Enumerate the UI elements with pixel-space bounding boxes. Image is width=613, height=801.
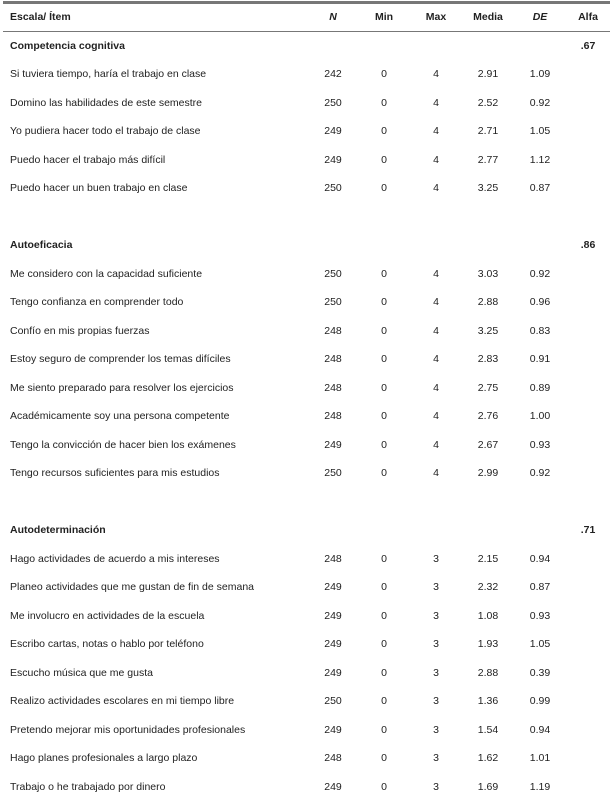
cell-item: Hago planes profesionales a largo plazo <box>3 744 308 773</box>
header-item: Escala/ Ítem <box>3 4 308 31</box>
table-row <box>3 174 610 203</box>
empty-cell <box>566 545 610 574</box>
empty-cell <box>514 516 566 545</box>
cell-n: 248 <box>308 345 358 374</box>
cell-min: 0 <box>358 146 410 175</box>
table-row <box>3 545 610 574</box>
cell-min: 0 <box>358 317 410 346</box>
empty-cell <box>566 146 610 175</box>
cell-n: 248 <box>308 317 358 346</box>
empty-cell <box>410 516 462 545</box>
cell-max: 3 <box>410 602 462 631</box>
empty-cell <box>308 231 358 260</box>
cell-item: Escucho música que me gusta <box>3 659 308 688</box>
cell-media: 1.54 <box>462 716 514 745</box>
section-alfa: .86 <box>566 231 610 260</box>
cell-n: 249 <box>308 630 358 659</box>
table-row <box>3 630 610 659</box>
cell-n: 249 <box>308 716 358 745</box>
cell-min: 0 <box>358 716 410 745</box>
cell-min: 0 <box>358 174 410 203</box>
cell-item: Yo pudiera hacer todo el trabajo de clase <box>3 117 308 146</box>
cell-max: 3 <box>410 659 462 688</box>
cell-media: 1.69 <box>462 773 514 801</box>
empty-cell <box>566 716 610 745</box>
cell-media: 2.67 <box>462 431 514 460</box>
cell-max: 3 <box>410 716 462 745</box>
table-row <box>3 60 610 89</box>
cell-min: 0 <box>358 89 410 118</box>
header-row <box>3 4 610 31</box>
spacer-row <box>3 488 610 517</box>
spacer <box>3 203 610 232</box>
cell-max: 3 <box>410 687 462 716</box>
section-alfa: .71 <box>566 516 610 545</box>
section-header-row <box>3 31 610 60</box>
cell-n: 250 <box>308 288 358 317</box>
cell-n: 250 <box>308 459 358 488</box>
cell-n: 249 <box>308 602 358 631</box>
cell-media: 3.25 <box>462 174 514 203</box>
cell-item: Puedo hacer el trabajo más difícil <box>3 146 308 175</box>
empty-cell <box>358 516 410 545</box>
cell-de: 1.19 <box>514 773 566 801</box>
section-alfa: .67 <box>566 31 610 60</box>
header-media: Media <box>462 4 514 31</box>
table-row <box>3 260 610 289</box>
table-row <box>3 288 610 317</box>
cell-item: Tengo la convicción de hacer bien los exámenes <box>3 431 308 460</box>
cell-min: 0 <box>358 431 410 460</box>
cell-media: 3.03 <box>462 260 514 289</box>
empty-cell <box>566 459 610 488</box>
cell-min: 0 <box>358 773 410 801</box>
cell-item: Si tuviera tiempo, haría el trabajo en clase <box>3 60 308 89</box>
cell-item: Puedo hacer un buen trabajo en clase <box>3 174 308 203</box>
table-row <box>3 773 610 801</box>
cell-min: 0 <box>358 573 410 602</box>
cell-n: 249 <box>308 659 358 688</box>
cell-de: 0.96 <box>514 288 566 317</box>
cell-max: 4 <box>410 89 462 118</box>
cell-media: 2.83 <box>462 345 514 374</box>
cell-n: 248 <box>308 402 358 431</box>
cell-item: Estoy seguro de comprender los temas difíciles <box>3 345 308 374</box>
cell-item: Hago actividades de acuerdo a mis intereses <box>3 545 308 574</box>
cell-item: Pretendo mejorar mis oportunidades profesionales <box>3 716 308 745</box>
cell-item: Realizo actividades escolares en mi tiempo libre <box>3 687 308 716</box>
cell-max: 4 <box>410 374 462 403</box>
table-row <box>3 402 610 431</box>
cell-max: 4 <box>410 174 462 203</box>
cell-de: 0.39 <box>514 659 566 688</box>
cell-min: 0 <box>358 630 410 659</box>
table-row <box>3 602 610 631</box>
cell-de: 0.99 <box>514 687 566 716</box>
header-de: DE <box>514 4 566 31</box>
cell-media: 1.93 <box>462 630 514 659</box>
cell-max: 4 <box>410 288 462 317</box>
cell-min: 0 <box>358 744 410 773</box>
cell-de: 0.89 <box>514 374 566 403</box>
empty-cell <box>566 317 610 346</box>
cell-de: 0.92 <box>514 89 566 118</box>
cell-min: 0 <box>358 260 410 289</box>
cell-de: 0.91 <box>514 345 566 374</box>
cell-min: 0 <box>358 459 410 488</box>
cell-n: 250 <box>308 174 358 203</box>
table-row <box>3 117 610 146</box>
table-row <box>3 374 610 403</box>
cell-min: 0 <box>358 117 410 146</box>
empty-cell <box>566 744 610 773</box>
cell-min: 0 <box>358 374 410 403</box>
cell-media: 1.36 <box>462 687 514 716</box>
empty-cell <box>566 402 610 431</box>
cell-item: Me considero con la capacidad suficiente <box>3 260 308 289</box>
empty-cell <box>566 89 610 118</box>
cell-media: 2.71 <box>462 117 514 146</box>
cell-media: 2.75 <box>462 374 514 403</box>
cell-item: Confío en mis propias fuerzas <box>3 317 308 346</box>
cell-n: 250 <box>308 687 358 716</box>
empty-cell <box>462 231 514 260</box>
table-row <box>3 89 610 118</box>
empty-cell <box>308 31 358 60</box>
section-title: Autodeterminación <box>3 516 308 545</box>
cell-de: 0.94 <box>514 545 566 574</box>
table-row <box>3 431 610 460</box>
cell-de: 1.05 <box>514 117 566 146</box>
table-row <box>3 317 610 346</box>
empty-cell <box>462 516 514 545</box>
cell-de: 1.09 <box>514 60 566 89</box>
empty-cell <box>566 374 610 403</box>
cell-max: 4 <box>410 431 462 460</box>
empty-cell <box>566 60 610 89</box>
empty-cell <box>410 231 462 260</box>
cell-de: 0.94 <box>514 716 566 745</box>
cell-media: 1.08 <box>462 602 514 631</box>
cell-n: 248 <box>308 374 358 403</box>
cell-max: 3 <box>410 744 462 773</box>
cell-de: 0.87 <box>514 573 566 602</box>
table-row <box>3 459 610 488</box>
empty-cell <box>462 31 514 60</box>
section-header-row <box>3 516 610 545</box>
cell-max: 4 <box>410 60 462 89</box>
cell-media: 2.76 <box>462 402 514 431</box>
cell-max: 3 <box>410 573 462 602</box>
cell-de: 0.92 <box>514 459 566 488</box>
spacer <box>3 488 610 517</box>
cell-n: 242 <box>308 60 358 89</box>
empty-cell <box>308 516 358 545</box>
cell-max: 4 <box>410 345 462 374</box>
cell-min: 0 <box>358 659 410 688</box>
empty-cell <box>358 31 410 60</box>
cell-media: 2.99 <box>462 459 514 488</box>
cell-n: 250 <box>308 89 358 118</box>
empty-cell <box>566 174 610 203</box>
cell-n: 249 <box>308 117 358 146</box>
empty-cell <box>566 687 610 716</box>
section-title: Competencia cognitiva <box>3 31 308 60</box>
section-header-row <box>3 231 610 260</box>
empty-cell <box>566 659 610 688</box>
cell-de: 0.83 <box>514 317 566 346</box>
table-row <box>3 716 610 745</box>
table-row <box>3 146 610 175</box>
cell-min: 0 <box>358 687 410 716</box>
cell-media: 2.32 <box>462 573 514 602</box>
cell-media: 2.77 <box>462 146 514 175</box>
table-row <box>3 687 610 716</box>
table-row <box>3 659 610 688</box>
cell-min: 0 <box>358 288 410 317</box>
empty-cell <box>566 288 610 317</box>
cell-n: 249 <box>308 146 358 175</box>
empty-cell <box>358 231 410 260</box>
cell-media: 2.91 <box>462 60 514 89</box>
empty-cell <box>514 231 566 260</box>
cell-media: 2.88 <box>462 288 514 317</box>
cell-de: 0.93 <box>514 602 566 631</box>
cell-item: Me siento preparado para resolver los ejercicios <box>3 374 308 403</box>
empty-cell <box>566 630 610 659</box>
cell-min: 0 <box>358 545 410 574</box>
cell-item: Académicamente soy una persona competente <box>3 402 308 431</box>
cell-max: 4 <box>410 117 462 146</box>
cell-n: 248 <box>308 545 358 574</box>
empty-cell <box>566 345 610 374</box>
cell-min: 0 <box>358 402 410 431</box>
cell-de: 0.93 <box>514 431 566 460</box>
cell-max: 4 <box>410 402 462 431</box>
cell-media: 3.25 <box>462 317 514 346</box>
cell-n: 249 <box>308 573 358 602</box>
cell-item: Tengo confianza en comprender todo <box>3 288 308 317</box>
cell-max: 4 <box>410 146 462 175</box>
cell-media: 2.88 <box>462 659 514 688</box>
header-n: N <box>308 4 358 31</box>
table-row <box>3 345 610 374</box>
cell-item: Planeo actividades que me gustan de fin de semana <box>3 573 308 602</box>
header-max: Max <box>410 4 462 31</box>
header-alfa: Alfa <box>566 4 610 31</box>
empty-cell <box>566 573 610 602</box>
cell-min: 0 <box>358 602 410 631</box>
header-min: Min <box>358 4 410 31</box>
table-body <box>3 31 610 801</box>
cell-item: Escribo cartas, notas o hablo por teléfono <box>3 630 308 659</box>
cell-item: Me involucro en actividades de la escuela <box>3 602 308 631</box>
empty-cell <box>410 31 462 60</box>
cell-n: 248 <box>308 744 358 773</box>
empty-cell <box>566 773 610 801</box>
empty-cell <box>566 117 610 146</box>
spacer-row <box>3 203 610 232</box>
cell-max: 4 <box>410 317 462 346</box>
cell-item: Trabajo o he trabajado por dinero <box>3 773 308 801</box>
empty-cell <box>566 260 610 289</box>
cell-de: 0.92 <box>514 260 566 289</box>
cell-min: 0 <box>358 345 410 374</box>
cell-max: 3 <box>410 630 462 659</box>
cell-de: 1.05 <box>514 630 566 659</box>
cell-n: 250 <box>308 260 358 289</box>
statistics-table <box>3 4 610 801</box>
section-title: Autoeficacia <box>3 231 308 260</box>
cell-media: 2.52 <box>462 89 514 118</box>
cell-item: Tengo recursos suficientes para mis estudios <box>3 459 308 488</box>
cell-min: 0 <box>358 60 410 89</box>
table-row <box>3 744 610 773</box>
cell-media: 2.15 <box>462 545 514 574</box>
cell-n: 249 <box>308 431 358 460</box>
cell-item: Domino las habilidades de este semestre <box>3 89 308 118</box>
cell-de: 1.00 <box>514 402 566 431</box>
cell-max: 3 <box>410 545 462 574</box>
cell-de: 1.01 <box>514 744 566 773</box>
cell-media: 1.62 <box>462 744 514 773</box>
cell-max: 3 <box>410 773 462 801</box>
cell-max: 4 <box>410 459 462 488</box>
cell-max: 4 <box>410 260 462 289</box>
cell-de: 0.87 <box>514 174 566 203</box>
empty-cell <box>566 431 610 460</box>
cell-n: 249 <box>308 773 358 801</box>
empty-cell <box>514 31 566 60</box>
cell-de: 1.12 <box>514 146 566 175</box>
empty-cell <box>566 602 610 631</box>
table-row <box>3 573 610 602</box>
